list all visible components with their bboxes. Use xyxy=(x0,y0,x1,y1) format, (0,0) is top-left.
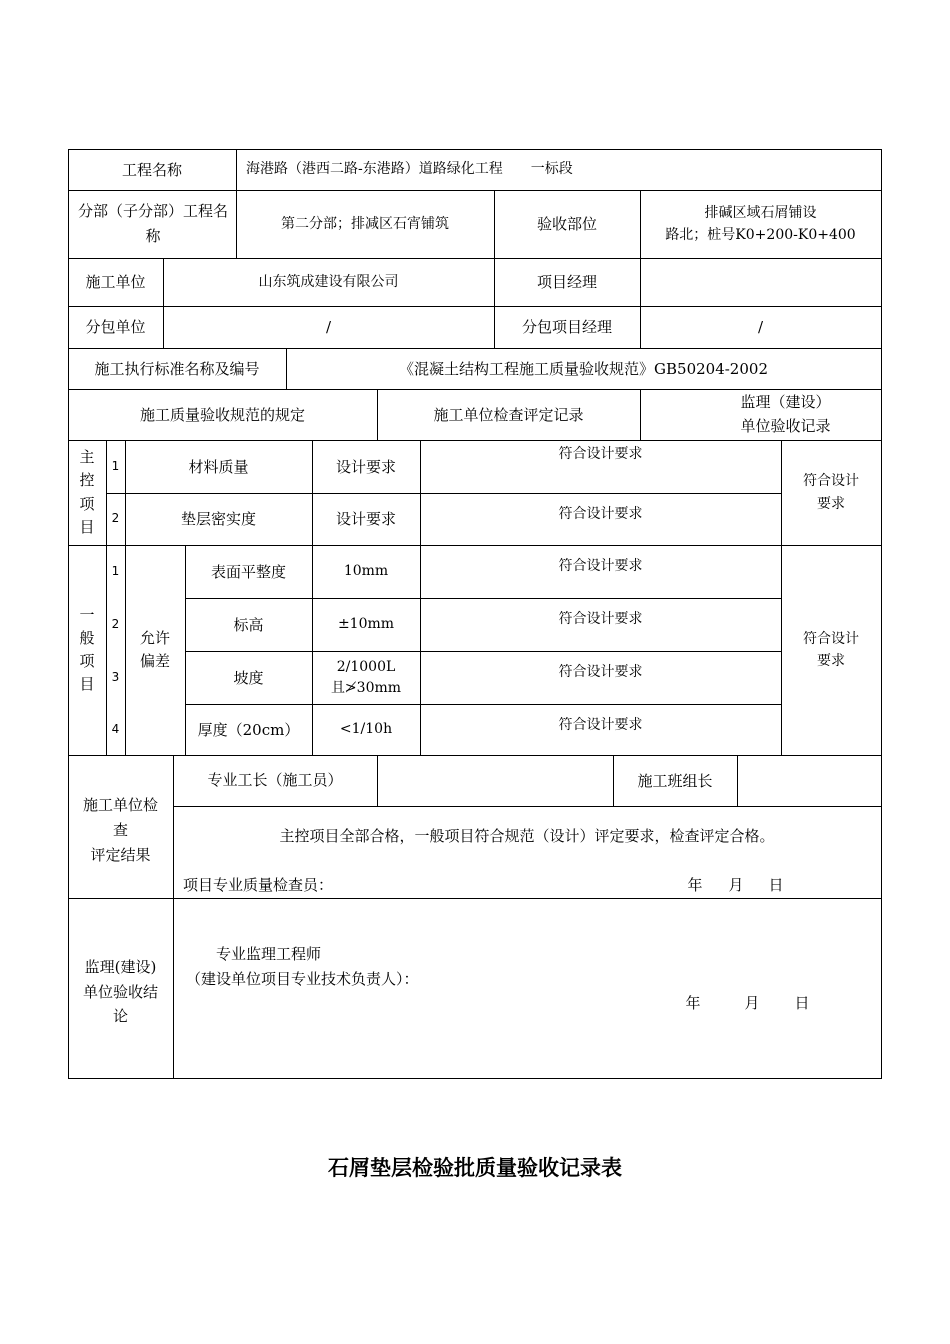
header-supervisor-line: 监理（建设） xyxy=(740,393,831,412)
pm-value xyxy=(640,258,881,306)
item-requirement: ±10mm xyxy=(337,616,395,633)
supervision-label-line: 论 xyxy=(112,1007,128,1026)
item-no: 2 xyxy=(111,511,120,526)
accept-part-label: 验收部位 xyxy=(536,215,597,233)
item-no: 2 xyxy=(111,616,120,631)
subcontractor-label: 分包单位 xyxy=(85,318,146,336)
item-record: 符合设计要求 xyxy=(558,506,643,522)
check-conclusion: 主控项目全部合格，一般项目符合规范（设计）评定要求，检查评定合格。 xyxy=(279,827,775,845)
item-no: 4 xyxy=(111,721,120,736)
standard-label: 施工执行标准名称及编号 xyxy=(94,359,260,378)
border-right xyxy=(881,149,882,1079)
main-control-result xyxy=(781,440,881,545)
general-result xyxy=(781,545,881,755)
constructor-label: 施工单位 xyxy=(85,273,146,291)
item-no: 1 xyxy=(111,458,120,473)
foreman-label: 专业工长（施工员） xyxy=(207,770,343,789)
date-month: 月 xyxy=(744,994,760,1012)
main-control-label xyxy=(68,440,106,545)
main-control-label-char: 目 xyxy=(79,517,95,536)
header-supervisor xyxy=(640,389,881,440)
item-requirement: 10mm xyxy=(343,563,389,580)
general-label-char: 目 xyxy=(79,675,95,694)
check-result-label-line: 施工单位检 xyxy=(82,796,158,815)
main-control-result-line: 要求 xyxy=(817,495,845,512)
general-label xyxy=(68,545,106,755)
header-spec: 施工质量验收规范的规定 xyxy=(139,405,305,424)
item-requirement: 设计要求 xyxy=(335,457,396,476)
supervision-label xyxy=(68,898,173,1078)
item-requirement xyxy=(312,651,420,704)
standard-value: 《混凝土结构工程施工质量验收规范》GB50204-2002 xyxy=(399,359,768,378)
item-record: 符合设计要求 xyxy=(558,611,643,627)
item-name: 标高 xyxy=(233,615,264,634)
header-supervisor-line: 单位验收记录 xyxy=(740,416,831,435)
item-no: 1 xyxy=(111,563,120,578)
item-record: 符合设计要求 xyxy=(558,717,643,733)
col-divider xyxy=(737,755,738,806)
check-result-label-line: 评定结果 xyxy=(90,845,151,864)
project-name-label: 工程名称 xyxy=(121,160,182,179)
sub-project-value: 第二分部；排减区石宵铺筑 xyxy=(281,215,449,232)
supervisor-engineer-note: （建设单位项目专业技术负责人）： xyxy=(186,970,419,988)
item-name: 坡度 xyxy=(233,668,264,687)
supervisor-engineer-label: 专业监理工程师 xyxy=(216,945,322,963)
main-control-label-char: 主 xyxy=(79,448,95,466)
general-label-char: 项 xyxy=(79,652,95,670)
tolerance-label xyxy=(125,545,185,755)
tolerance-label-line: 偏差 xyxy=(139,652,170,670)
date-day: 日 xyxy=(794,994,810,1012)
supervision-label-line: 监理(建设) xyxy=(84,957,157,976)
item-no: 3 xyxy=(111,669,120,684)
inspector-label: 项目专业质量检查员： xyxy=(183,876,334,894)
general-label-char: 般 xyxy=(79,628,95,647)
accept-part-value-line: 排碱区域石屑铺设 xyxy=(704,204,817,221)
date-month: 月 xyxy=(728,876,744,894)
check-result-label-line: 查 xyxy=(112,821,128,840)
col-divider xyxy=(377,755,378,806)
item-name: 材料质量 xyxy=(188,457,249,476)
constructor-value: 山东筑成建设有限公司 xyxy=(258,273,399,290)
subcontractor-value: / xyxy=(325,318,332,336)
item-name: 厚度（20cm） xyxy=(197,720,300,739)
main-control-result-line: 符合设计 xyxy=(803,473,859,490)
header-record: 施工单位检查评定记录 xyxy=(433,405,584,424)
main-control-label-char: 控 xyxy=(79,471,95,490)
item-requirement-line: 且≯30mm xyxy=(330,679,402,696)
tolerance-label-line: 允许 xyxy=(139,628,170,647)
item-requirement: <1/10h xyxy=(339,721,393,738)
pm-label: 项目经理 xyxy=(536,273,597,291)
row-divider xyxy=(173,806,882,807)
sub-pm-value: / xyxy=(757,318,764,336)
sub-pm-label: 分包项目经理 xyxy=(521,318,612,336)
item-requirement-line: 2/1000L xyxy=(336,659,396,676)
general-result-line: 要求 xyxy=(817,653,845,669)
document-title: 石屑垫层检验批质量验收记录表 xyxy=(328,1156,622,1180)
general-label-char: 一 xyxy=(79,605,95,624)
accept-part-value xyxy=(640,190,881,258)
item-record: 符合设计要求 xyxy=(558,446,643,462)
team-leader-label: 施工班组长 xyxy=(637,771,713,790)
main-control-label-char: 项 xyxy=(79,494,95,513)
general-result-line: 符合设计 xyxy=(803,630,859,647)
item-requirement: 设计要求 xyxy=(335,510,396,528)
item-record: 符合设计要求 xyxy=(558,558,643,574)
item-record: 符合设计要求 xyxy=(558,664,643,680)
date-day: 日 xyxy=(768,876,784,894)
border-bottom xyxy=(68,1078,882,1079)
check-result-label xyxy=(68,755,173,898)
accept-part-value-line: 路北；桩号K0+200-K0+400 xyxy=(665,227,856,243)
item-name: 表面平整度 xyxy=(210,562,286,581)
date-year: 年 xyxy=(687,876,703,894)
supervision-label-line: 单位验收结 xyxy=(82,982,158,1001)
sub-project-label: 分部（子分部）工程名称 xyxy=(77,202,228,245)
project-name-value: 海港路（港西二路-东港路）道路绿化工程 一标段 xyxy=(246,161,573,178)
item-name: 垫层密实度 xyxy=(180,510,256,528)
date-year: 年 xyxy=(685,994,701,1012)
